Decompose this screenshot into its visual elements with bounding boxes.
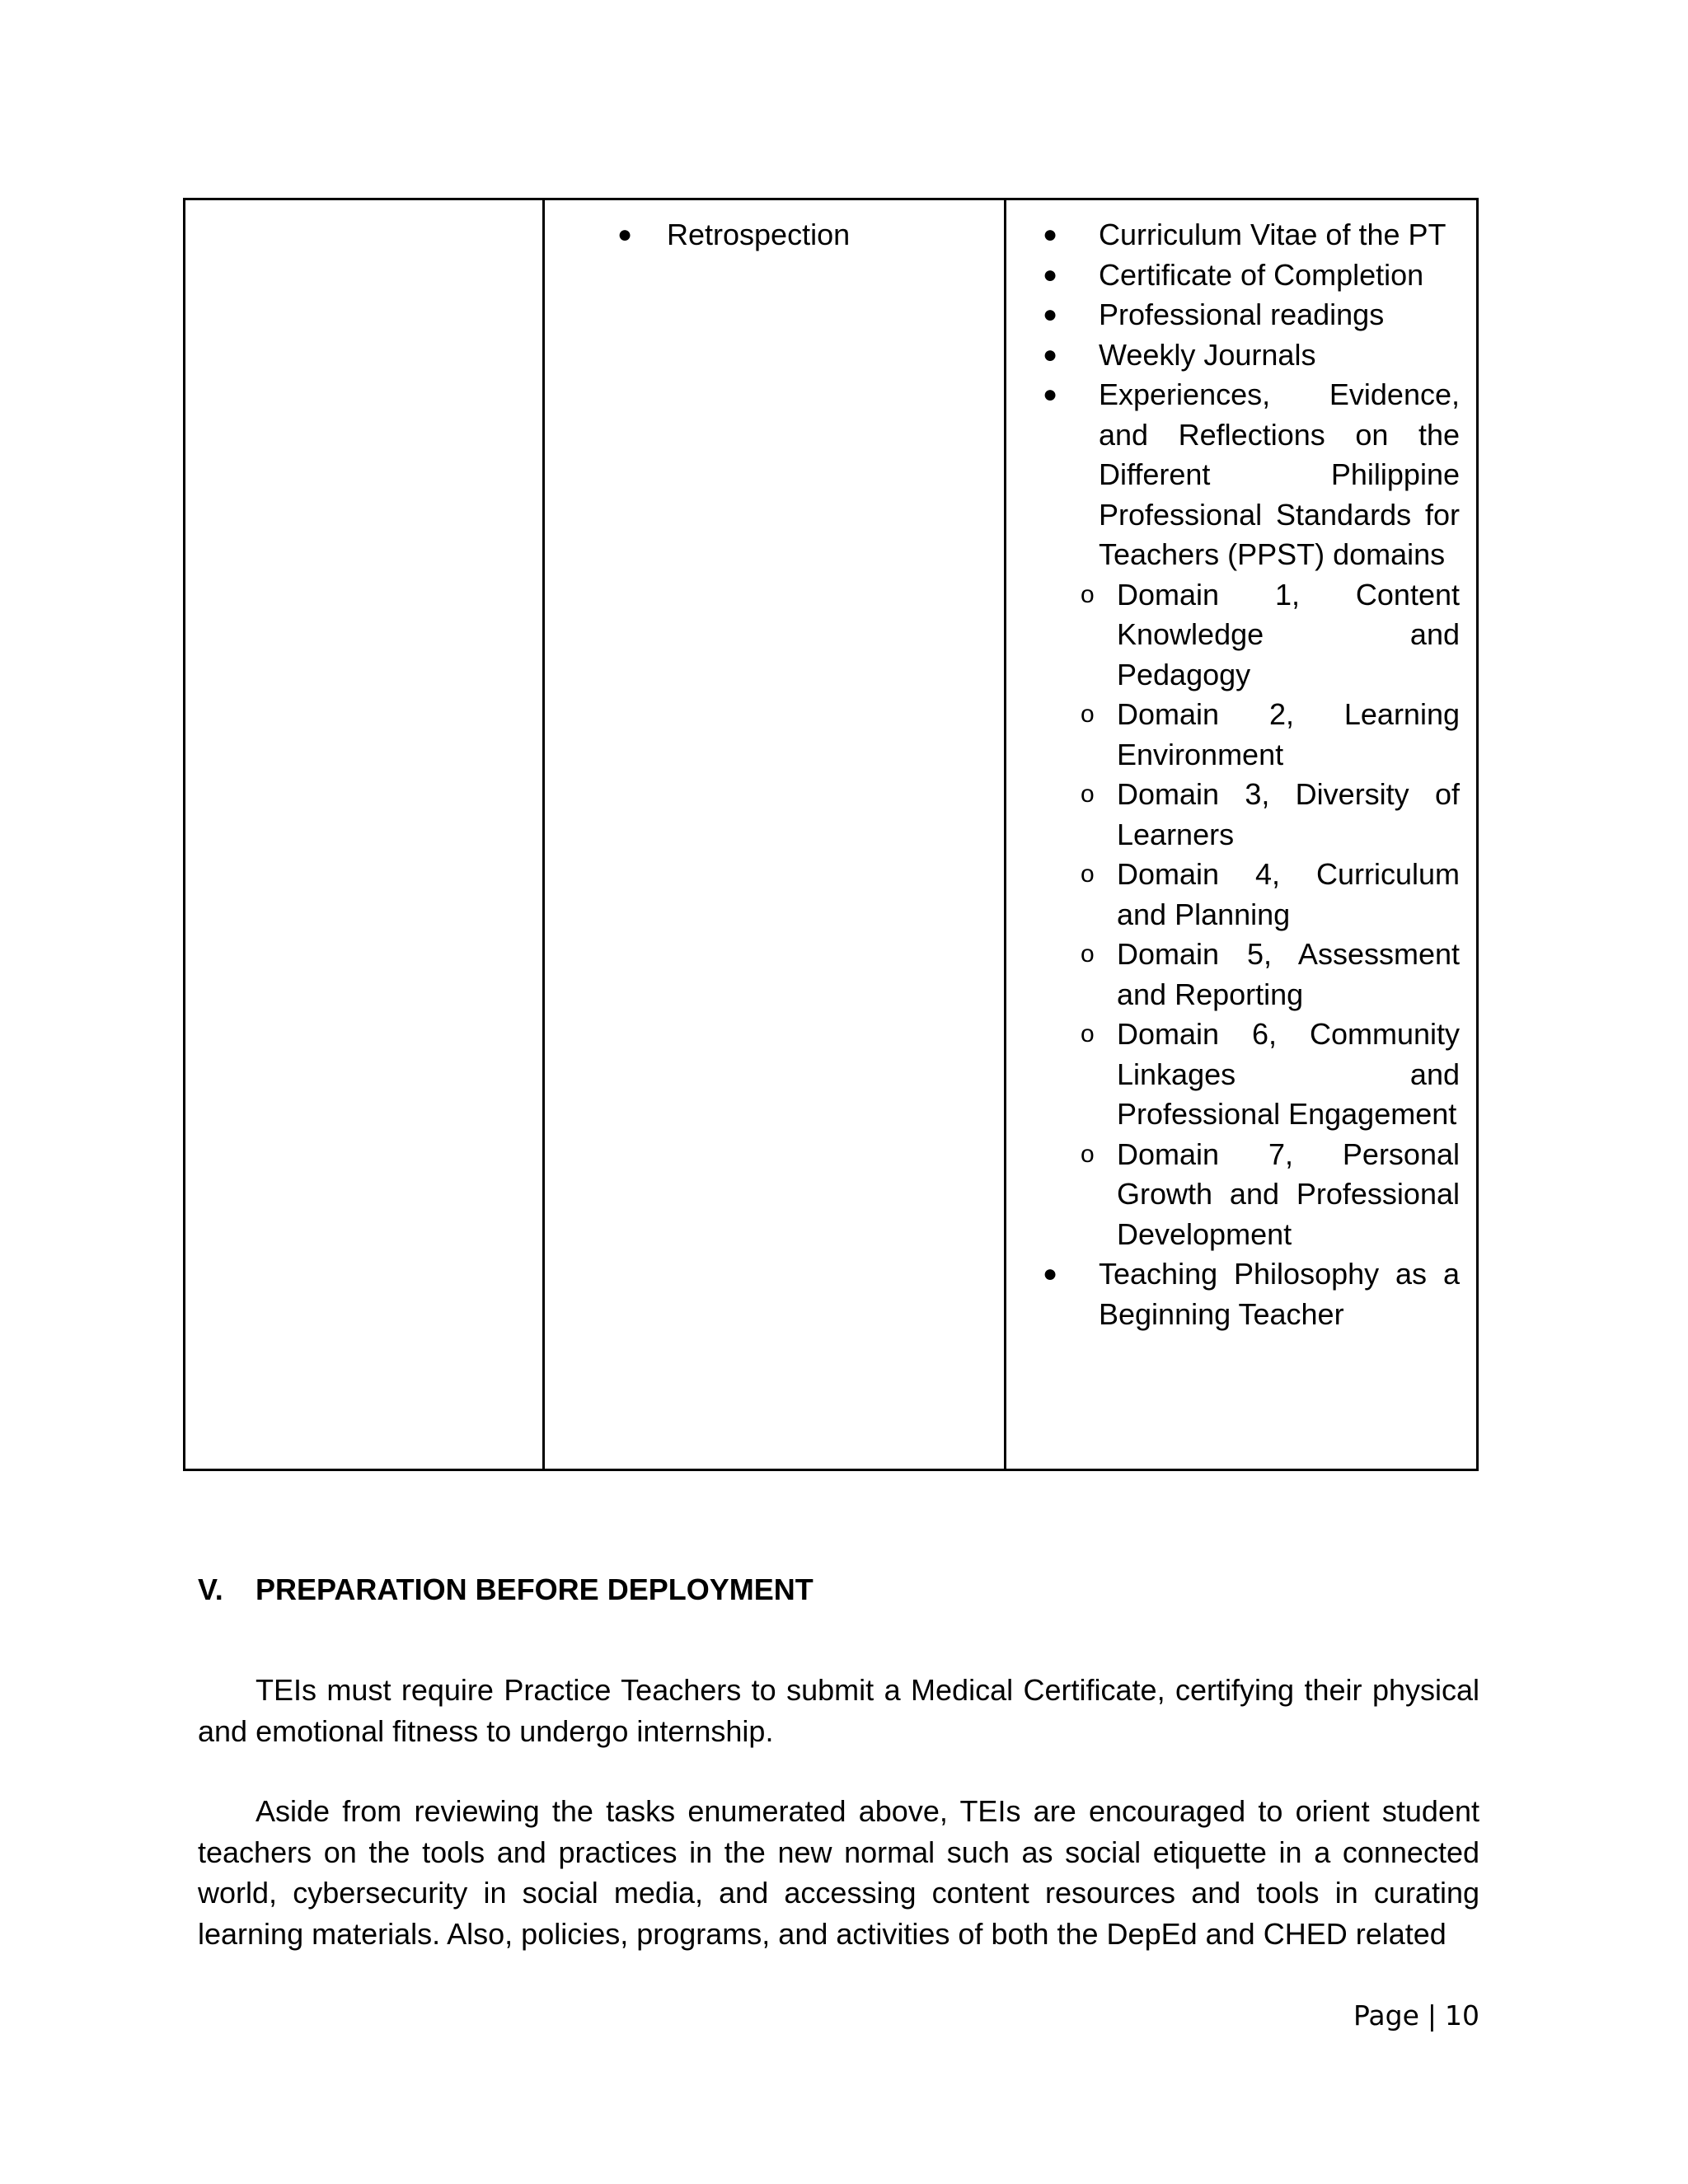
list-item <box>1006 295 1460 335</box>
domain-text: Domain 7, Personal Growth and Professional Development <box>1117 1137 1460 1251</box>
requirements-table <box>183 198 1479 1471</box>
list-item-text: Teaching Philosophy as a Beginning Teacher <box>1099 1257 1460 1331</box>
domain-text: Domain 1, Content Knowledge and Pedagogy <box>1117 577 1460 691</box>
list-item <box>545 215 1004 255</box>
bullet-icon: ● <box>1043 260 1058 288</box>
list-item-text: Weekly Journals <box>1099 337 1316 372</box>
list-item-text: Professional readings <box>1099 298 1385 331</box>
section-title: PREPARATION BEFORE DEPLOYMENT <box>256 1572 814 1606</box>
page-separator: | <box>1427 1999 1437 2032</box>
page-footer <box>1353 1996 1479 2036</box>
table-cell-empty <box>185 199 544 1470</box>
list-item <box>1006 215 1460 255</box>
section-numeral: V. <box>198 1572 223 1606</box>
domain-list <box>1006 575 1460 1255</box>
domain-item <box>1006 1015 1460 1135</box>
sub-bullet-icon: o <box>1081 580 1095 608</box>
sub-bullet-icon: o <box>1081 701 1095 728</box>
bullet-icon: ● <box>1043 301 1058 328</box>
sub-bullet-icon: o <box>1081 780 1095 808</box>
list-item <box>1006 255 1460 296</box>
table-row <box>185 199 1478 1470</box>
domain-item <box>1006 855 1460 935</box>
page-label: Page <box>1353 1999 1419 2032</box>
domain-text: Domain 3, Diversity of Learners <box>1117 777 1460 851</box>
list-item-text: Retrospection <box>667 218 851 251</box>
sub-bullet-icon: o <box>1081 940 1095 968</box>
bullet-icon: ● <box>1043 1260 1058 1287</box>
list-item-experiences <box>1006 375 1460 575</box>
paragraph: TEIs must require Practice Teachers to submit a Medical Certificate, certifying their physical and emotional fitness to undergo internship. <box>198 1673 1479 1748</box>
page-number: 10 <box>1445 1999 1479 2032</box>
sub-bullet-icon: o <box>1081 1140 1095 1168</box>
domain-text: Domain 6, Community Linkages and Professional Engagement <box>1117 1017 1460 1131</box>
list-item-text: Curriculum Vitae of the PT <box>1099 218 1447 251</box>
paragraph: Aside from reviewing the tasks enumerated above, TEIs are encouraged to orient student teachers on the tools and practices in the new normal such as social etiquette in a connected world, cybersecurity in social media, and accessing content resources and tools in curating learning materials. Also, policies, programs, and activities of both the DepEd and CHED related <box>198 1794 1479 1951</box>
list-item <box>1006 335 1460 376</box>
table-cell-outputs <box>1006 199 1478 1470</box>
domain-text: Domain 2, Learning Environment <box>1117 697 1460 771</box>
domain-item <box>1006 575 1460 696</box>
bullet-icon: ● <box>1043 340 1058 368</box>
domain-item <box>1006 775 1460 855</box>
bullet-icon: ● <box>617 221 633 248</box>
list-item-text: Certificate of Completion <box>1099 257 1424 292</box>
table-cell-activities <box>544 199 1006 1470</box>
list-item-text: Experiences, Evidence, and Reflections on the Different Philippine Professional Standards for Teachers (PPST) domains <box>1099 377 1460 571</box>
domain-text: Domain 4, Curriculum and Planning <box>1117 857 1460 931</box>
sub-bullet-icon: o <box>1081 1020 1095 1047</box>
list-item <box>1006 1254 1460 1334</box>
domain-item <box>1006 1135 1460 1255</box>
section-heading <box>198 1570 814 1610</box>
domain-item <box>1006 695 1460 775</box>
sub-bullet-icon: o <box>1081 860 1095 888</box>
domain-text: Domain 5, Assessment and Reporting <box>1117 937 1460 1011</box>
bullet-icon: ● <box>1043 381 1058 408</box>
domain-item <box>1006 935 1460 1015</box>
bullet-icon: ● <box>1043 221 1058 248</box>
